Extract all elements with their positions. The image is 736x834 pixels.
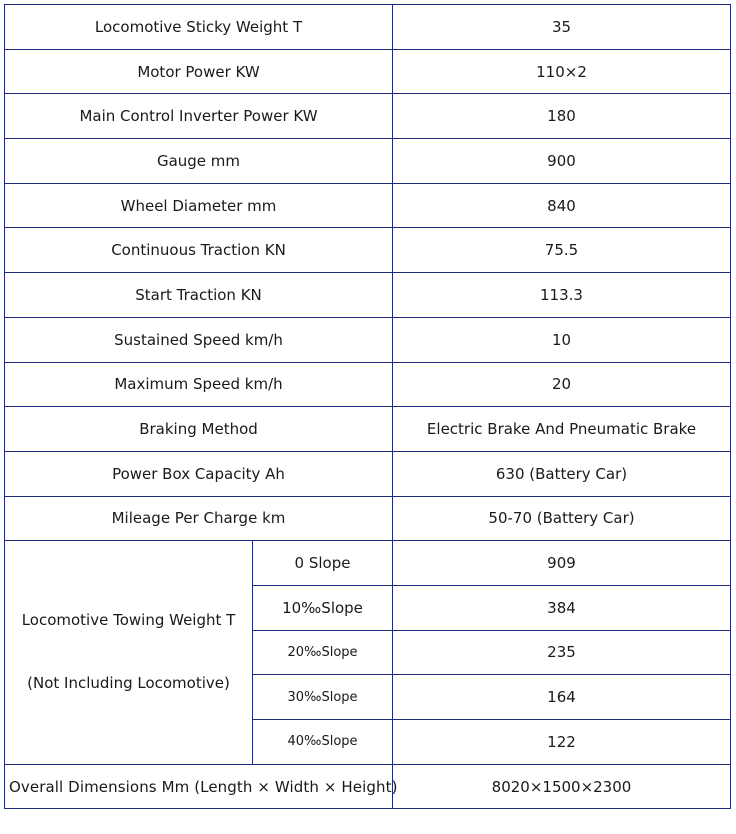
row-value: 180 [393, 94, 731, 139]
table-row [5, 496, 731, 541]
slope-label: 40‰Slope [253, 720, 393, 765]
table-row [5, 362, 731, 407]
towing-label-line2: (Not Including Locomotive) [27, 674, 230, 693]
row-value: 10 [393, 317, 731, 362]
slope-label: 0 Slope [253, 541, 393, 586]
table-row [5, 183, 731, 228]
table-row [5, 228, 731, 273]
table-row [5, 273, 731, 318]
table-row [5, 49, 731, 94]
slope-value: 122 [393, 720, 731, 765]
table-row [5, 94, 731, 139]
row-value: 35 [393, 5, 731, 50]
row-label: Locomotive Sticky Weight T [5, 5, 393, 50]
row-value: 20 [393, 362, 731, 407]
row-label: Mileage Per Charge km [5, 496, 393, 541]
row-label: Sustained Speed km/h [5, 317, 393, 362]
row-value: Electric Brake And Pneumatic Brake [393, 407, 731, 452]
slope-value: 235 [393, 630, 731, 675]
row-value: 900 [393, 139, 731, 184]
row-label: Main Control Inverter Power KW [5, 94, 393, 139]
table-row [5, 541, 731, 586]
row-label: Continuous Traction KN [5, 228, 393, 273]
slope-label: 10‰Slope [253, 585, 393, 630]
slope-value: 164 [393, 675, 731, 720]
row-label: Start Traction KN [5, 273, 393, 318]
row-value: 840 [393, 183, 731, 228]
slope-label: 20‰Slope [253, 630, 393, 675]
dimensions-label: Overall Dimensions Mm (Length × Width × Height) [5, 764, 393, 809]
row-label: Maximum Speed km/h [5, 362, 393, 407]
row-value: 113.3 [393, 273, 731, 318]
towing-label-gap [9, 631, 248, 673]
table-row [5, 764, 731, 809]
row-value: 75.5 [393, 228, 731, 273]
table-row [5, 139, 731, 184]
towing-label-line1: Locomotive Towing Weight T [21, 611, 236, 630]
table-row [5, 407, 731, 452]
table-row [5, 451, 731, 496]
row-label: Wheel Diameter mm [5, 183, 393, 228]
table-row [5, 5, 731, 50]
row-value: 50-70 (Battery Car) [393, 496, 731, 541]
row-label: Power Box Capacity Ah [5, 451, 393, 496]
table-row [5, 317, 731, 362]
row-value: 110×2 [393, 49, 731, 94]
slope-value: 384 [393, 585, 731, 630]
slope-label: 30‰Slope [253, 675, 393, 720]
row-label: Motor Power KW [5, 49, 393, 94]
slope-value: 909 [393, 541, 731, 586]
row-value: 630 (Battery Car) [393, 451, 731, 496]
spec-table [4, 4, 731, 809]
row-label: Gauge mm [5, 139, 393, 184]
row-label: Braking Method [5, 407, 393, 452]
dimensions-value: 8020×1500×2300 [393, 764, 731, 809]
towing-weight-label [5, 541, 253, 764]
